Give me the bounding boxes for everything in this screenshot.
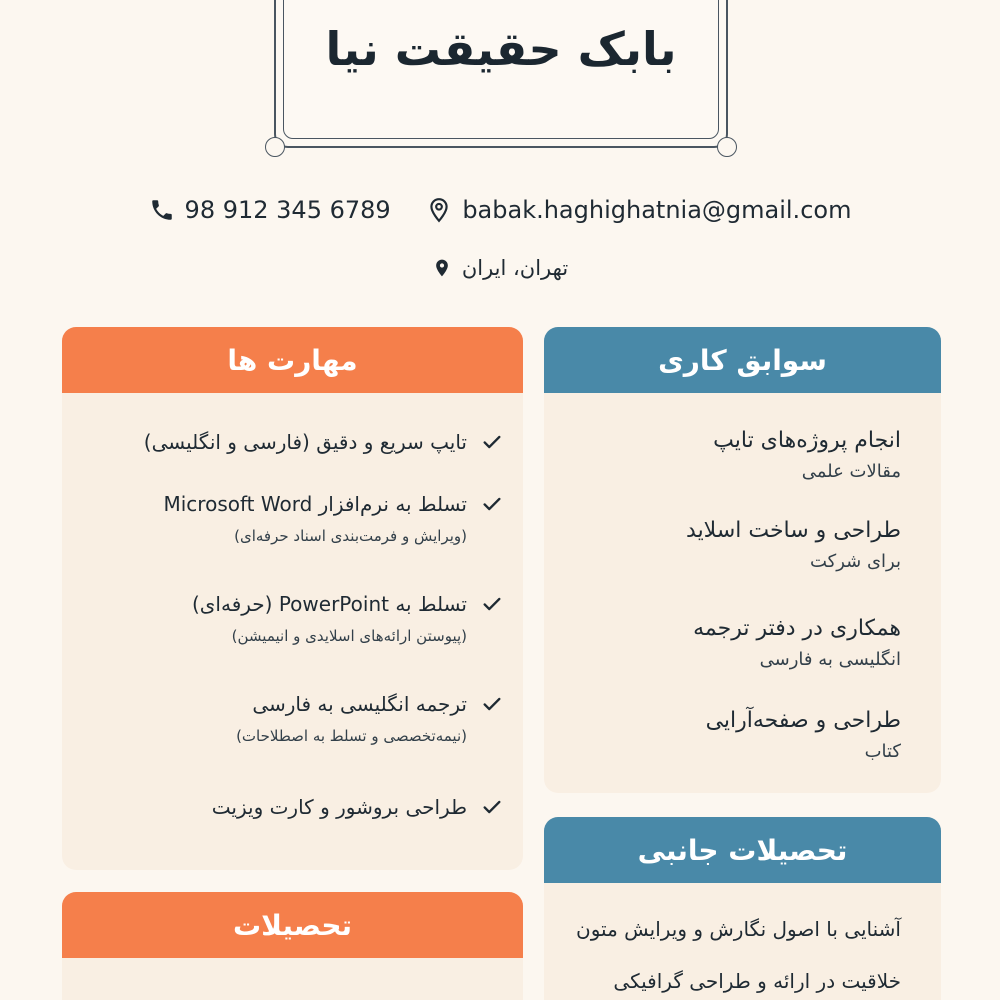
skill-item <box>92 427 503 457</box>
skill-item <box>92 792 503 822</box>
location-row <box>0 256 1000 280</box>
experience-item <box>574 613 901 675</box>
experience-role: همکاری در دفتر ترجمه <box>693 616 901 641</box>
location-pin-icon <box>432 258 452 278</box>
skill-detail: (ویرایش و فرمت‌بندی اسناد حرفه‌ای) <box>234 527 467 545</box>
experience-item <box>574 425 901 487</box>
check-icon <box>481 431 503 453</box>
education-card <box>62 892 523 1000</box>
education-title: تحصیلات <box>62 892 523 958</box>
side-course-item: آشنایی با اصول نگارش و ویرایش متون <box>576 917 901 941</box>
experience-role: انجام پروژه‌های تایپ <box>713 428 901 453</box>
check-icon <box>481 593 503 615</box>
check-icon <box>481 693 503 715</box>
name-frame <box>274 0 728 148</box>
experience-item <box>574 515 901 577</box>
side-courses-card <box>544 817 941 1000</box>
experience-item <box>574 705 901 767</box>
experience-detail: انگلیسی به فارسی <box>759 649 901 670</box>
email-address[interactable]: babak.haghighatnia@gmail.com <box>462 196 852 224</box>
phone-number: 98 912 345 6789 <box>184 196 391 224</box>
location-text: تهران، ایران <box>461 256 569 280</box>
page-title: بابک حقیقت نیا <box>325 22 677 76</box>
skill-item <box>92 589 503 645</box>
skills-card <box>62 327 523 870</box>
skills-title: مهارت ها <box>62 327 523 393</box>
skill-label: تسلط به نرم‌افزار Microsoft Word <box>163 492 467 516</box>
check-icon <box>481 796 503 818</box>
side-courses-title: تحصیلات جانبی <box>544 817 941 883</box>
experience-detail: کتاب <box>864 741 901 762</box>
skill-item <box>92 489 503 545</box>
experience-card <box>544 327 941 793</box>
location-item <box>432 256 568 280</box>
check-icon <box>481 493 503 515</box>
experience-detail: مقالات علمی <box>801 461 901 482</box>
email-item <box>426 196 851 224</box>
side-course-item: خلاقیت در ارائه و طراحی گرافیکی <box>613 969 901 993</box>
experience-role: طراحی و صفحه‌آرایی <box>705 708 901 733</box>
skill-detail: (پیوستن ارائه‌های اسلایدی و انیمیشن) <box>231 627 467 645</box>
experience-title: سوابق کاری <box>544 327 941 393</box>
experience-detail: برای شرکت <box>809 551 901 572</box>
skill-item <box>92 689 503 745</box>
skill-label: ترجمه انگلیسی به فارسی <box>252 692 467 716</box>
skill-label: تایپ سریع و دقیق (فارسی و انگلیسی) <box>143 430 467 454</box>
experience-role: طراحی و ساخت اسلاید <box>686 518 901 543</box>
email-pin-icon <box>426 197 452 223</box>
skill-detail: (نیمه‌تخصصی و تسلط به اصطلاحات) <box>236 727 467 745</box>
contact-row <box>0 196 1000 229</box>
skill-label: طراحی بروشور و کارت ویزیت <box>211 795 467 819</box>
phone-item <box>149 196 391 224</box>
skill-label: تسلط به PowerPoint (حرفه‌ای) <box>191 592 467 616</box>
phone-icon <box>149 197 175 223</box>
